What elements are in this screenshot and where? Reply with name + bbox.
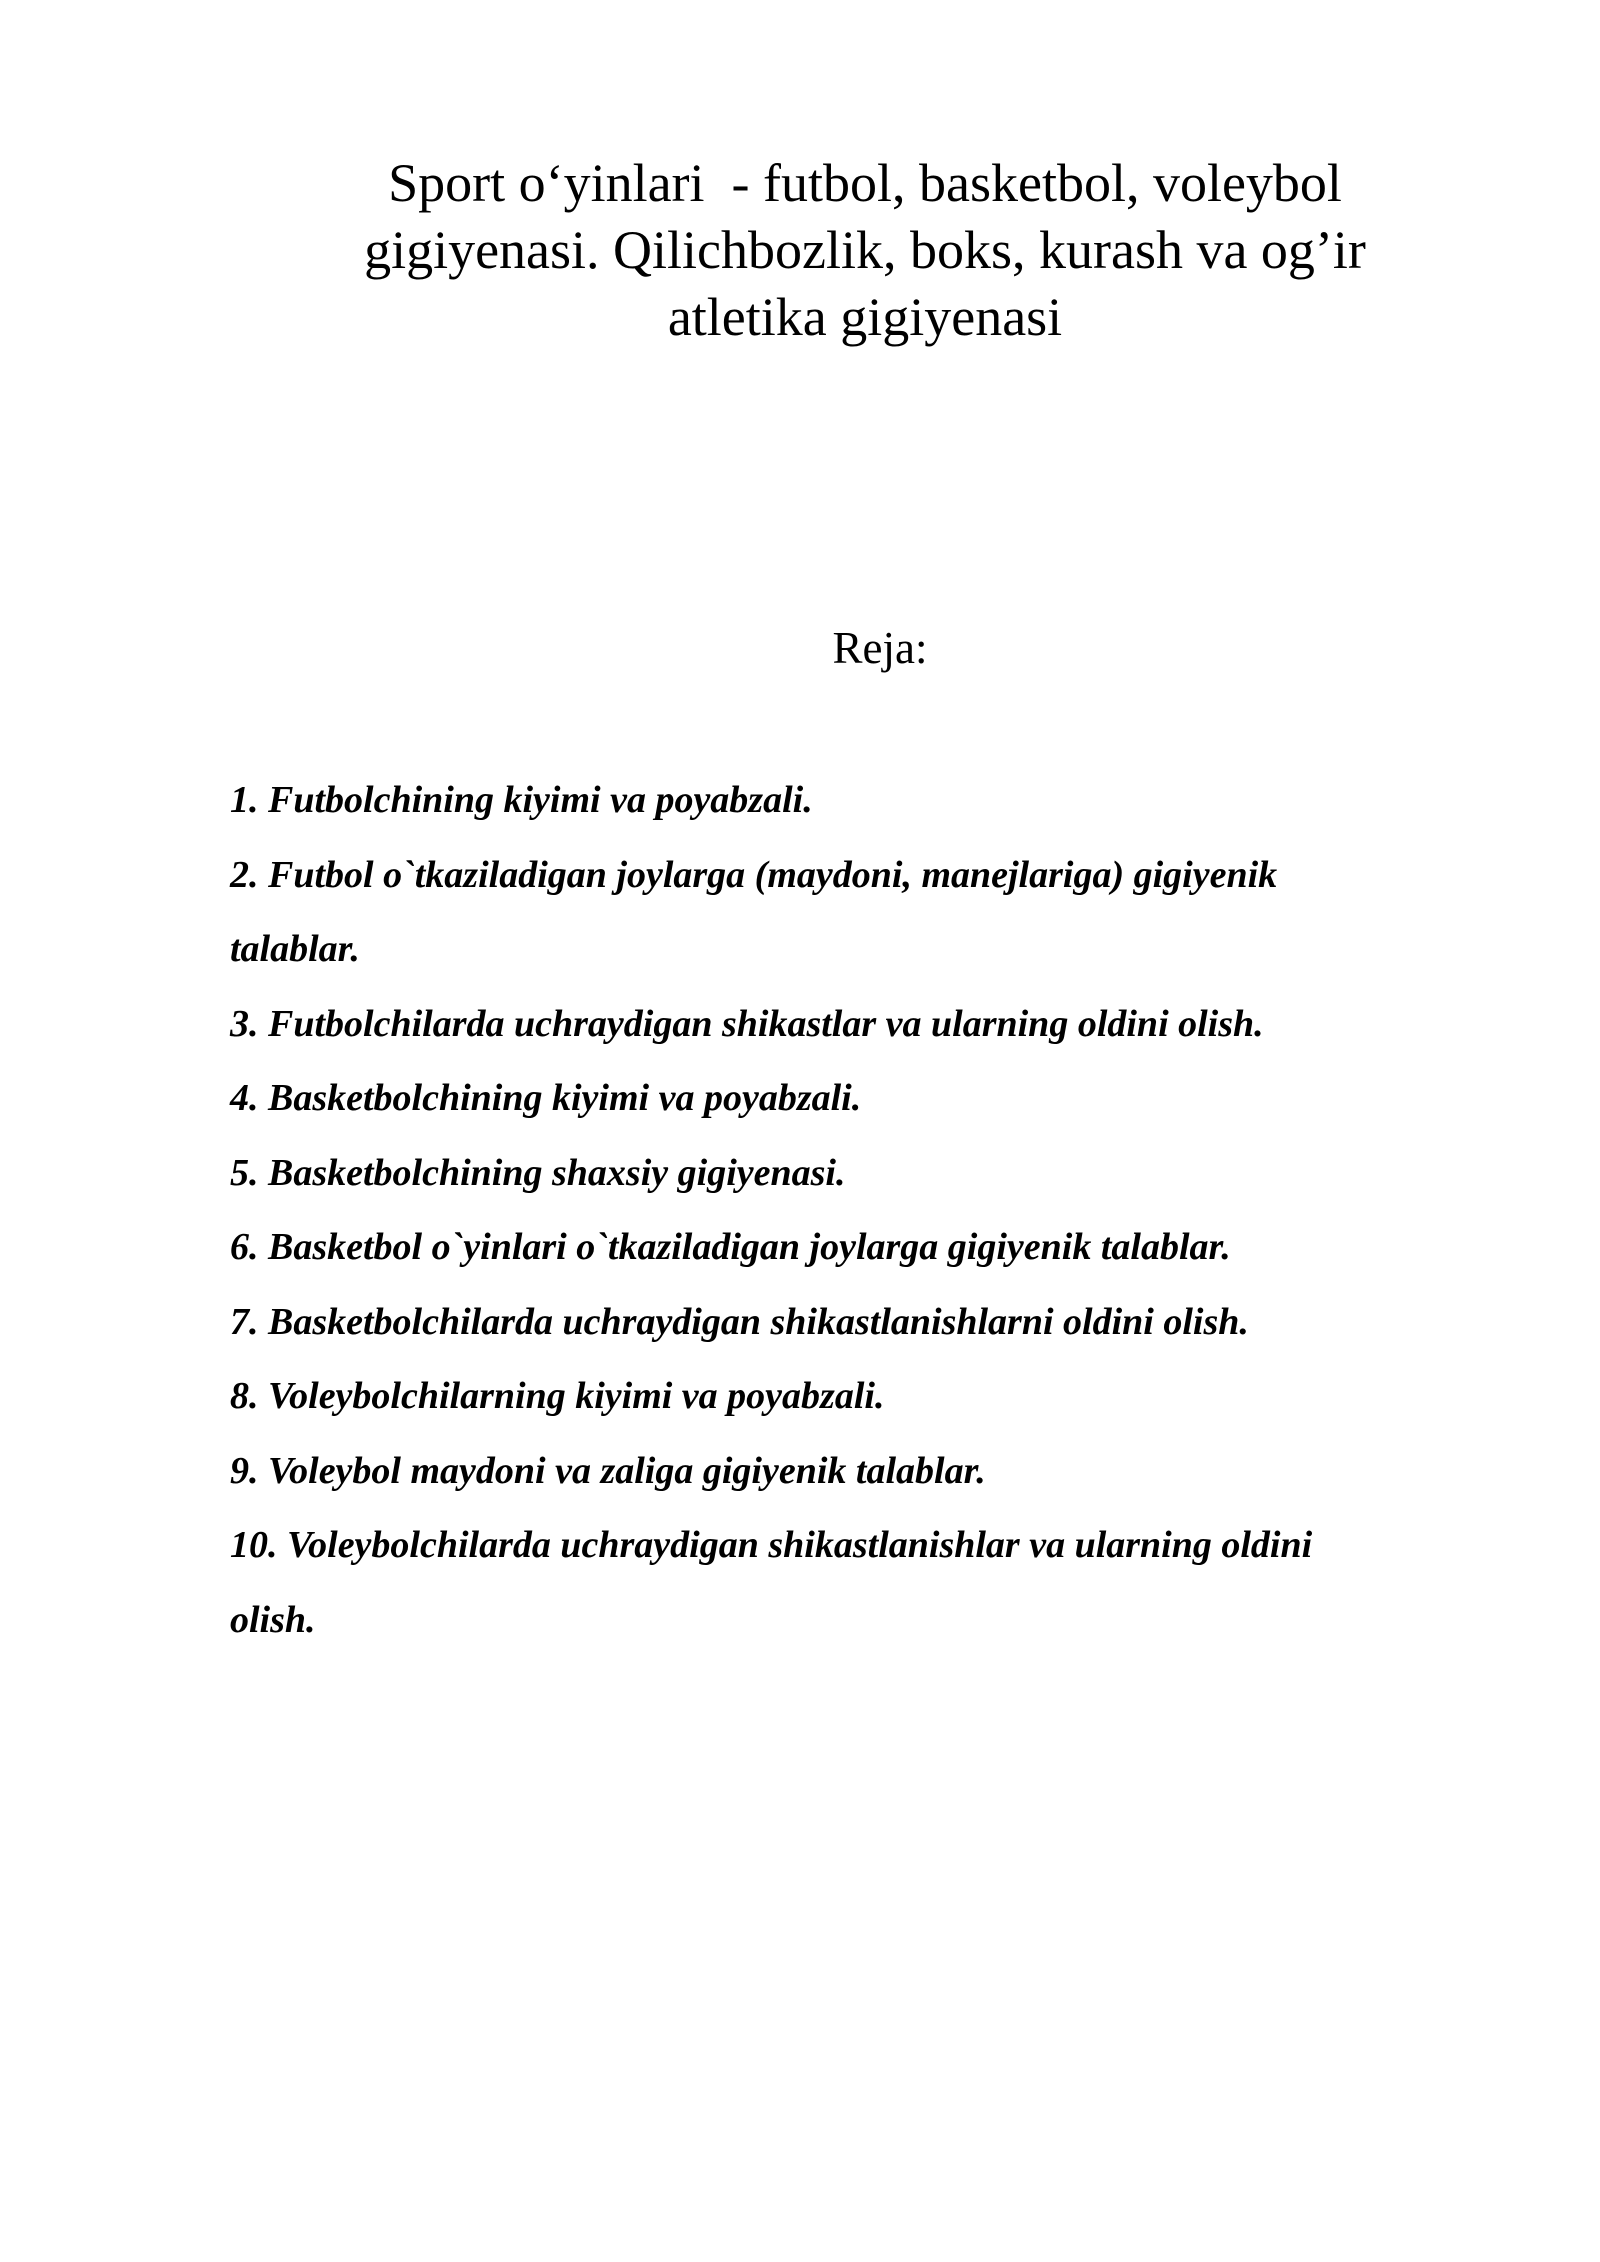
plan-item-line: 6. Basketbol o`yinlari o`tkaziladigan joylarga gigiyenik talablar. xyxy=(230,1226,1231,1268)
plan-item xyxy=(230,1508,1530,1657)
plan-item xyxy=(230,1434,1530,1509)
title-line: atletika gigiyenasi xyxy=(667,287,1063,347)
plan-item xyxy=(230,838,1530,987)
plan-heading: Reja: xyxy=(832,623,928,673)
title-line: gigiyenasi. Qilichbozlik, boks, kurash va og’ir xyxy=(364,220,1366,280)
plan-item-line: 7. Basketbolchilarda uchraydigan shikastlanishlarni oldini olish. xyxy=(230,1300,1249,1343)
title-line: Sport o‘yinlari - futbol, basketbol, voleybol xyxy=(388,153,1342,213)
plan-item-line: 3. Futbolchilarda uchraydigan shikastlar va ularning oldini olish. xyxy=(230,1002,1264,1045)
plan-item xyxy=(230,1061,1530,1136)
plan-item-line: olish. xyxy=(230,1598,316,1641)
plan-item xyxy=(230,1285,1530,1360)
plan-item-line: 8. Voleybolchilarning kiyimi va poyabzali. xyxy=(230,1375,885,1417)
plan-item-line: 2. Futbol o`tkaziladigan joylarga (maydoni, manejlariga) gigiyenik xyxy=(230,853,1278,896)
plan-item xyxy=(230,1136,1530,1211)
plan-item-line: 9. Voleybol maydoni va zaliga gigiyenik talablar. xyxy=(230,1449,986,1492)
plan-item xyxy=(230,987,1530,1062)
plan-list xyxy=(230,763,1530,1657)
plan-item-line: 4. Basketbolchining kiyimi va poyabzali. xyxy=(230,1077,862,1119)
plan-item xyxy=(230,1210,1530,1285)
plan-item-line: talablar. xyxy=(230,928,360,970)
plan-item-line: 10. Voleybolchilarda uchraydigan shikastlanishlar va ularning oldini xyxy=(230,1524,1313,1566)
plan-item xyxy=(230,1359,1530,1434)
document-title xyxy=(230,150,1500,351)
plan-item xyxy=(230,763,1530,838)
plan-item-line: 1. Futbolchining kiyimi va poyabzali. xyxy=(230,779,813,821)
plan-item-line: 5. Basketbolchining shaxsiy gigiyenasi. xyxy=(230,1151,846,1194)
